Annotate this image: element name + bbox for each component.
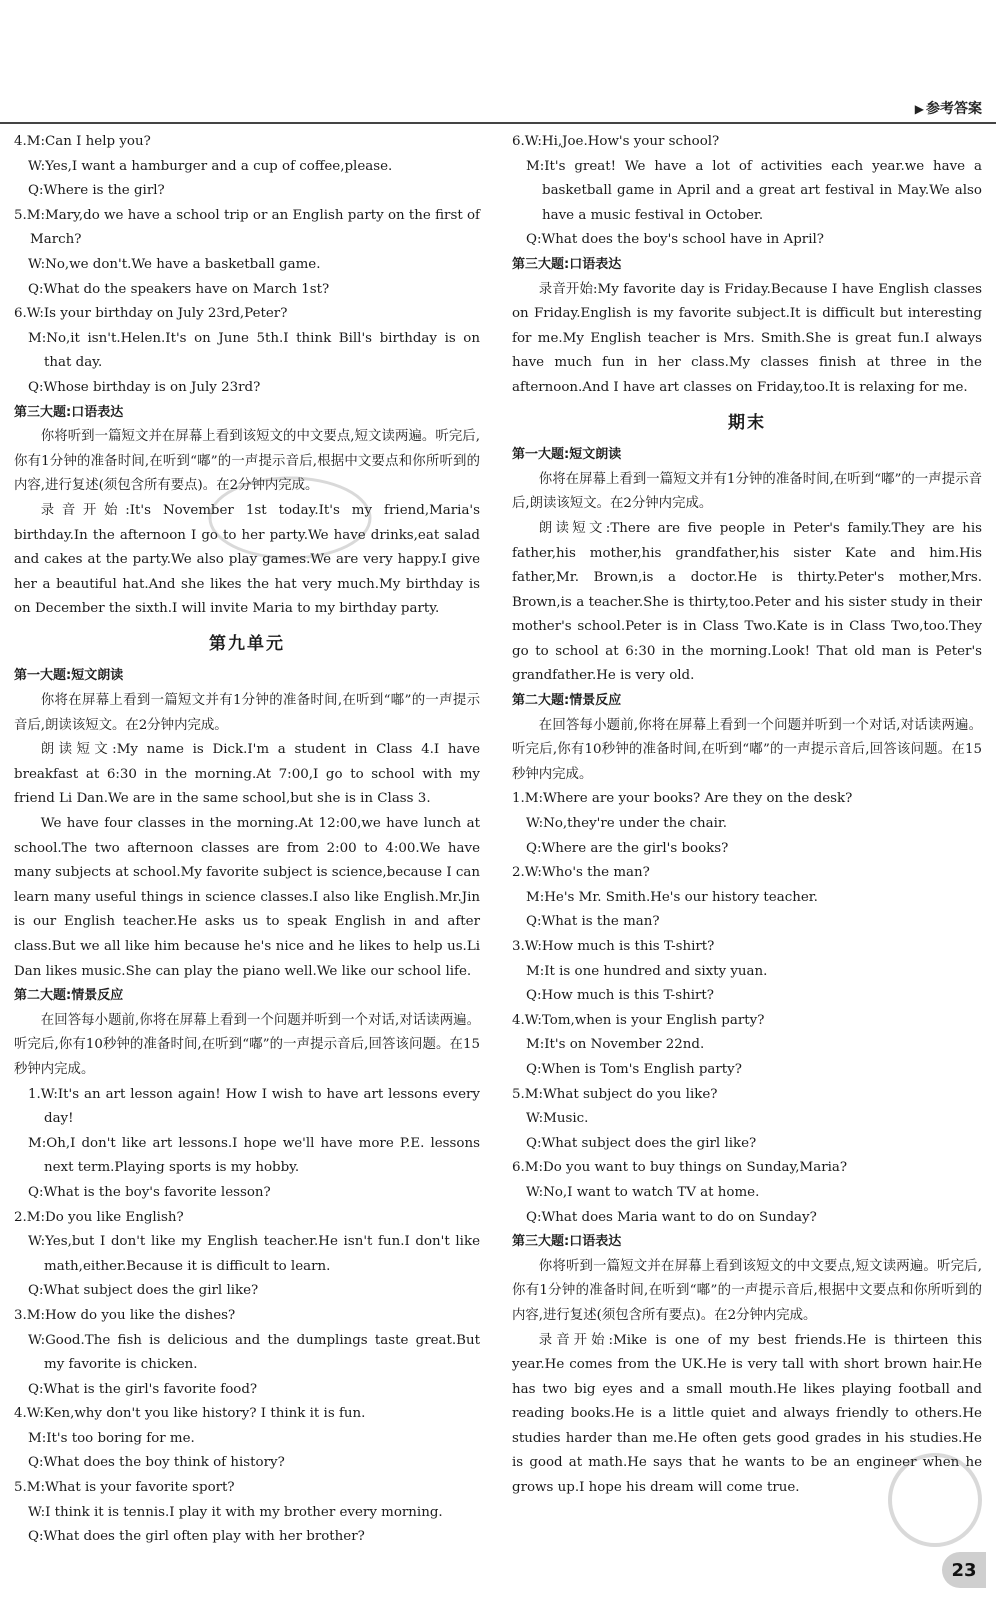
page-number: 23 [942, 1552, 986, 1588]
text-line: M:It's great! We have a lot of activities each year.we have a basketball game in April and a great art festival in May.We also have a music festival in October. [526, 158, 982, 223]
header-divider [0, 122, 996, 124]
text-line: Q:What subject does the girl like? [28, 1283, 259, 1299]
text-line: 朗读短文:There are five people in Peter's family.They are his father,his mother,his grandfather,his sister Kate and him.His father,Mr. Brown,is a doctor.He is thirty.Peter's mother,Mrs. Brown,is a teacher.She is thirty,too.Peter and his sister study in their mother's school.Peter is in Class Two.Kate is in Class Two,too.They go to school at 6:30 in the morning.Look! That old man is Peter's grandfather.He is very old. [512, 520, 982, 684]
text-line: 4.M:Can I help you? [14, 134, 151, 149]
text-line: W:No,I want to watch TV at home. [526, 1184, 760, 1200]
text-line: Q:Where are the girl's books? [526, 840, 729, 856]
text-line: Q:When is Tom's English party? [526, 1061, 742, 1077]
section-heading: 第二大题:情景反应 [14, 988, 124, 1004]
section-heading: 第三大题:口语表达 [512, 256, 622, 272]
unit-title: 期末 [728, 412, 766, 433]
text-line: 5.M:What subject do you like? [512, 1086, 718, 1102]
left-column [14, 130, 480, 1550]
section-heading: 第一大题:短文朗读 [14, 668, 124, 684]
text-line: 1.W:It's an art lesson again! How I wish to have art lessons every day! [28, 1086, 480, 1127]
text-line: 6.W:Hi,Joe.How's your school? [512, 134, 720, 149]
text-line: 你将在屏幕上看到一篇短文并有1分钟的准备时间,在听到“嘟”的一声提示音后,朗读该短文。在2分钟内完成。 [14, 693, 480, 733]
text-line: We have four classes in the morning.At 12:00,we have lunch at school.The two afternoon classes are from 2:00 to 4:00.We have many subjects at school.My favorite subject is science,because I can learn many useful things in science classes.I also like English.Mr.Jin is our English teacher.He asks us to speak English in and after class.But we all like him because he's nice and he likes to help us.Li Dan likes music.She can play the piano well.We like our school life. [14, 816, 480, 979]
text-line: 3.M:How do you like the dishes? [14, 1307, 236, 1323]
text-line: 在回答每小题前,你将在屏幕上看到一个问题并听到一个对话,对话读两遍。听完后,你有10秒钟的准备时间,在听到“嘟”的一声提示音后,回答该问题。在15秒钟内完成。 [14, 1012, 480, 1077]
text-line: W:Good.The fish is delicious and the dumplings taste great.But my favorite is chicken. [28, 1332, 480, 1373]
text-line: W:I think it is tennis.I play it with my brother every morning. [28, 1504, 443, 1520]
text-line: M:He's Mr. Smith.He's our history teacher. [526, 889, 818, 905]
right-column [512, 130, 982, 1501]
text-line: 你将听到一篇短文并在屏幕上看到该短文的中文要点,短文读两遍。听完后,你有1分钟的准备时间,在听到“嘟”的一声提示音后,根据中文要点和你所听到的内容,进行复述(须包含所有要点)。在2分钟内完成。 [512, 1258, 982, 1323]
text-line: Q:What does Maria want to do on Sunday? [526, 1209, 817, 1225]
section-heading: 第三大题:口语表达 [14, 404, 124, 420]
text-line: Q:What is the boy's favorite lesson? [28, 1184, 271, 1200]
text-line: M:Oh,I don't like art lessons.I hope we'll have more P.E. lessons next term.Playing sports is my hobby. [28, 1135, 480, 1176]
text-line: M:It is one hundred and sixty yuan. [526, 963, 768, 979]
text-line: 4.W:Ken,why don't you like history? I think it is fun. [14, 1406, 366, 1422]
text-line: 在回答每小题前,你将在屏幕上看到一个问题并听到一个对话,对话读两遍。听完后,你有10秒钟的准备时间,在听到“嘟”的一声提示音后,回答该问题。在15秒钟内完成。 [512, 717, 982, 782]
text-line: Q:What does the girl often play with her brother? [28, 1529, 365, 1545]
text-line: 2.W:Who's the man? [512, 865, 650, 881]
text-line: Q:What is the man? [526, 914, 660, 930]
text-line: 录音开始:My favorite day is Friday.Because I have English classes on Friday.English is my favorite subject.It is difficult but interesting for me.My English teacher is Mrs. Smith.She is great fun.I always have much fun in her class.My classes finish at three in the afternoon.And I have art classes on Friday,too.It is relaxing for me. [512, 281, 982, 395]
section-heading: 第二大题:情景反应 [512, 693, 622, 709]
text-line: Q:What subject does the girl like? [526, 1135, 757, 1151]
text-line: 5.M:Mary,do we have a school trip or an English party on the first of March? [14, 207, 480, 248]
text-line: W:Yes,I want a hamburger and a cup of coffee,please. [28, 158, 393, 174]
header-tag [915, 98, 982, 118]
section-heading: 第三大题:口语表达 [512, 1234, 622, 1250]
text-line: M:It's too boring for me. [28, 1430, 195, 1446]
text-line: 4.W:Tom,when is your English party? [512, 1012, 765, 1028]
text-line: Q:What does the boy's school have in April? [526, 232, 824, 248]
triangle-icon: ▶ [914, 102, 924, 116]
text-line: Q:What do the speakers have on March 1st? [28, 281, 330, 297]
unit-title: 第九单元 [209, 633, 285, 654]
text-line: 你将在屏幕上看到一篇短文并有1分钟的准备时间,在听到“嘟”的一声提示音后,朗读该短文。在2分钟内完成。 [512, 471, 982, 512]
header-label: 参考答案 [926, 101, 982, 117]
text-line: 朗读短文:My name is Dick.I'm a student in Class 4.I have breakfast at 6:30 in the morning.At 7:00,I go to school with my friend Li Dan.We are in the same school,but she is in Class 3. [14, 742, 480, 807]
text-line: 你将听到一篇短文并在屏幕上看到该短文的中文要点,短文读两遍。听完后,你有1分钟的准备时间,在听到“嘟”的一声提示音后,根据中文要点和你所听到的内容,进行复述(须包含所有要点)。在2分钟内完成。 [14, 429, 480, 494]
text-line: W:Music. [526, 1111, 589, 1127]
text-line: W:No,we don't.We have a basketball game. [28, 256, 321, 272]
text-line: Q:What is the girl's favorite food? [28, 1381, 258, 1397]
text-line: Q:How much is this T-shirt? [526, 988, 714, 1004]
text-line: 2.M:Do you like English? [14, 1209, 184, 1225]
text-line: 3.W:How much is this T-shirt? [512, 939, 715, 954]
text-line: 5.M:What is your favorite sport? [14, 1480, 235, 1496]
text-line: W:Yes,but I don't like my English teacher.He isn't fun.I don't like math,either.Because it is difficult to learn. [28, 1234, 480, 1274]
text-line: M:It's on November 22nd. [526, 1037, 705, 1053]
text-line: Q:Whose birthday is on July 23rd? [28, 379, 261, 395]
text-line: Q:What does the boy think of history? [28, 1455, 285, 1471]
text-line: 录音开始:It's November 1st today.It's my friend,Maria's birthday.In the afternoon I go to her party.We have drinks,eat salad and cakes at the party.We also play games.We are very happy.I give her a beautiful hat.And she likes the hat very much.My birthday is on December the sixth.I will invite Maria to my birthday party. [14, 502, 480, 617]
text-line: 1.M:Where are your books? Are they on the desk? [512, 791, 853, 807]
text-line: 录音开始:Mike is one of my best friends.He is thirteen this year.He comes from the UK.He is very tall with short brown hair.He has two big eyes and a small mouth.He likes playing football and reading books.He is a little quiet and always friendly to others.He studies harder than me.He often gets good grades in his studies.He is good at math.He says that he wants to be an engineer when he grows up.I hope his dream will come true. [512, 1332, 982, 1496]
section-heading: 第一大题:短文朗读 [512, 447, 622, 463]
text-line: 6.M:Do you want to buy things on Sunday,Maria? [512, 1160, 848, 1176]
text-line: 6.W:Is your birthday on July 23rd,Peter? [14, 306, 288, 322]
text-line: M:No,it isn't.Helen.It's on June 5th.I think Bill's birthday is on that day. [28, 330, 480, 371]
text-line: Q:Where is the girl? [28, 183, 165, 199]
text-line: W:No,they're under the chair. [526, 816, 728, 832]
